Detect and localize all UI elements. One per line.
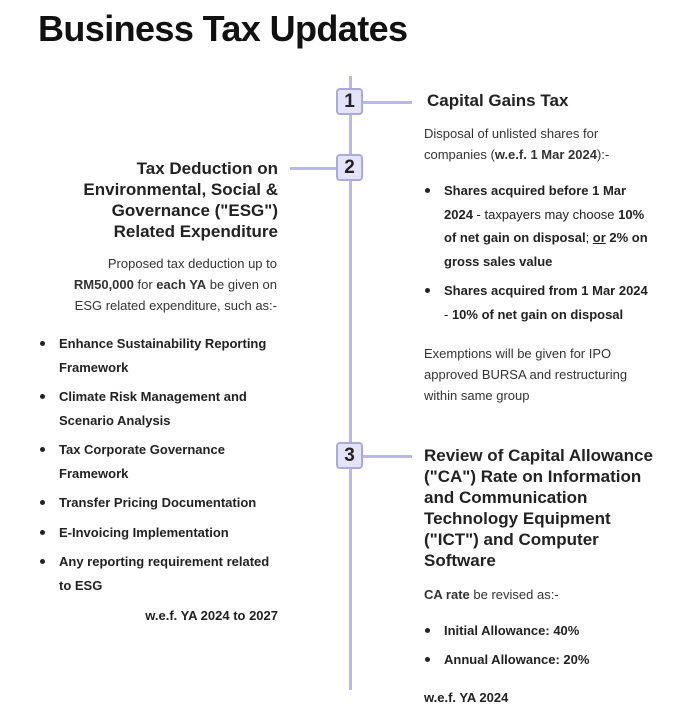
capital-allowance-intro: CA rate be revised as:- <box>424 587 559 602</box>
esg-heading: Tax Deduction on Environmental, Social & Governance ("ESG") Related Expenditure <box>83 159 278 241</box>
esg-list <box>39 332 284 597</box>
list-item: Tax Corporate Governance Framework <box>39 438 284 485</box>
capital-gains-list <box>424 179 654 326</box>
esg-effective: w.e.f. YA 2024 to 2027 <box>145 608 278 623</box>
list-item: Annual Allowance: 20% <box>424 648 674 672</box>
list-item: Initial Allowance: 40% <box>424 619 674 643</box>
list-item: Any reporting requirement related to ESG <box>39 550 284 597</box>
capital-gains-section <box>424 90 674 406</box>
list-item: Climate Risk Management and Scenario Analysis <box>39 385 284 432</box>
list-item: E-Invoicing Implementation <box>39 521 284 545</box>
list-item: Shares acquired before 1 Mar 2024 - taxpayers may choose 10% of net gain on disposal; or 2% on gross sales value <box>424 179 654 273</box>
capital-gains-exemptions: Exemptions will be given for IPO approved BURSA and restructuring within same group <box>424 346 628 403</box>
esg-intro: Proposed tax deduction up to RM50,000 for each YA be given on ESG related expenditure, such as:- <box>73 256 277 313</box>
list-item: Shares acquired from 1 Mar 2024 - 10% of net gain on disposal <box>424 279 654 326</box>
capital-gains-intro: Disposal of unlisted shares for companies (w.e.f. 1 Mar 2024):- <box>424 126 610 162</box>
step-badge-2: 2 <box>336 154 363 181</box>
capital-allowance-section <box>424 445 674 708</box>
capital-allowance-list <box>424 619 674 671</box>
capital-gains-heading: Capital Gains Tax <box>427 91 569 110</box>
list-item: Transfer Pricing Documentation <box>39 491 284 515</box>
page-title: Business Tax Updates <box>38 8 408 49</box>
step-badge-1: 1 <box>336 88 363 115</box>
step-badge-3: 3 <box>336 442 363 469</box>
list-item: Enhance Sustainability Reporting Framework <box>39 332 284 379</box>
connector-2 <box>290 167 337 170</box>
capital-allowance-heading: Review of Capital Allowance ("CA") Rate on Information and Communication Technology Equipment ("ICT") and Computer Software <box>424 446 653 570</box>
capital-allowance-effective: w.e.f. YA 2024 <box>424 690 509 705</box>
